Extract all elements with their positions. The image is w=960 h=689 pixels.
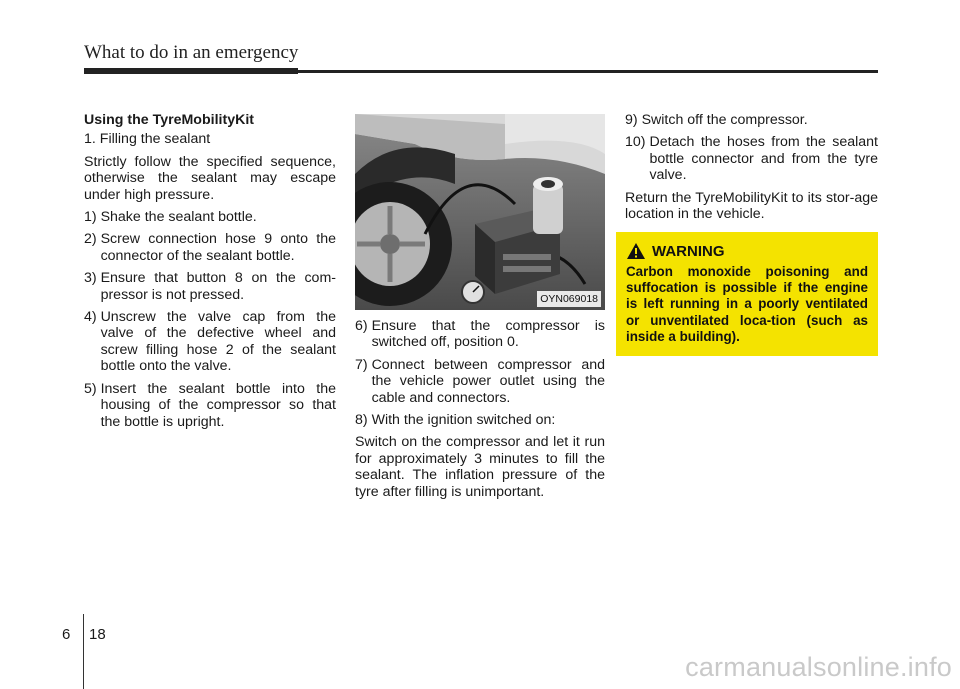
step-10 xyxy=(625,134,878,183)
column-2 xyxy=(355,114,605,506)
step-number: 2) xyxy=(84,231,101,248)
page-header-title: What to do in an emergency xyxy=(84,42,299,63)
warning-title: WARNING xyxy=(652,242,725,260)
step-number: 9) xyxy=(625,112,642,128)
page-number: 18 xyxy=(89,626,106,643)
warning-header xyxy=(626,242,868,260)
step-8 xyxy=(355,412,605,428)
step-number: 8) xyxy=(355,412,372,429)
step-number: 10) xyxy=(625,134,650,151)
step-1 xyxy=(84,209,336,225)
step-5 xyxy=(84,381,336,430)
step-number: 3) xyxy=(84,270,101,287)
step-number: 7) xyxy=(355,356,372,373)
car-wheel-compressor-image xyxy=(355,114,605,310)
footer-divider xyxy=(83,614,84,689)
figure-caption: OYN069018 xyxy=(537,291,601,307)
step-text: Switch off the compressor. xyxy=(641,112,808,128)
column-3 xyxy=(625,112,878,228)
step-number: 6) xyxy=(355,318,372,334)
warning-triangle-icon xyxy=(626,242,646,260)
step-text: Shake the sealant bottle. xyxy=(100,209,257,226)
step-3 xyxy=(84,270,336,303)
step-number: 5) xyxy=(84,380,101,397)
step-2 xyxy=(84,231,336,264)
warning-box xyxy=(616,232,878,356)
step-6 xyxy=(355,318,605,351)
step-number: 4) xyxy=(84,309,101,326)
watermark: carmanualsonline.info xyxy=(685,652,952,682)
warning-text: Carbon monoxide poisoning and suffocation is possible if the engine is left running in a poorly ventilated or unventilated loca-tion (such as inside a building). xyxy=(626,264,868,344)
step-9 xyxy=(625,112,878,128)
step-text: With the ignition switched on: xyxy=(371,412,556,429)
step-number: 1) xyxy=(84,209,101,226)
step-text: Ensure that the compressor is switched off, position 0. xyxy=(371,318,605,351)
step-text: Screw connection hose 9 onto the connector of the sealant bottle. xyxy=(100,231,336,264)
storage-paragraph: Return the TyreMobilityKit to its stor-age location in the vehicle. xyxy=(625,189,878,223)
compressor-illustration xyxy=(355,114,605,310)
chapter-number: 6 xyxy=(62,626,71,643)
step-text: Connect between compressor and the vehicle power outlet using the cable and connectors. xyxy=(371,356,605,406)
step-4 xyxy=(84,309,336,375)
step-7 xyxy=(355,357,605,406)
step-text: Ensure that button 8 on the com-pressor is not pressed. xyxy=(100,270,336,303)
step-text: Unscrew the valve cap from the valve of the defective wheel and screw filling hose 2 of the sealant bottle onto the valve. xyxy=(100,309,336,375)
subsection-heading: 1. Filling the sealant xyxy=(84,131,211,148)
column-1 xyxy=(84,112,336,436)
intro-paragraph: Strictly follow the specified sequence, otherwise the sealant may escape under high pressure. xyxy=(84,153,336,203)
header-rule-accent xyxy=(84,68,298,74)
section-heading: Using the TyreMobilityKit xyxy=(84,112,254,128)
step-text: Insert the sealant bottle into the housing of the compressor so that the bottle is upright. xyxy=(100,380,336,430)
instruction-paragraph: Switch on the compressor and let it run for approximately 3 minutes to fill the sealant. The inflation pressure of the tyre after filling is unimportant. xyxy=(355,434,605,500)
step-text: Detach the hoses from the sealant bottle connector and from the tyre valve. xyxy=(649,134,878,184)
